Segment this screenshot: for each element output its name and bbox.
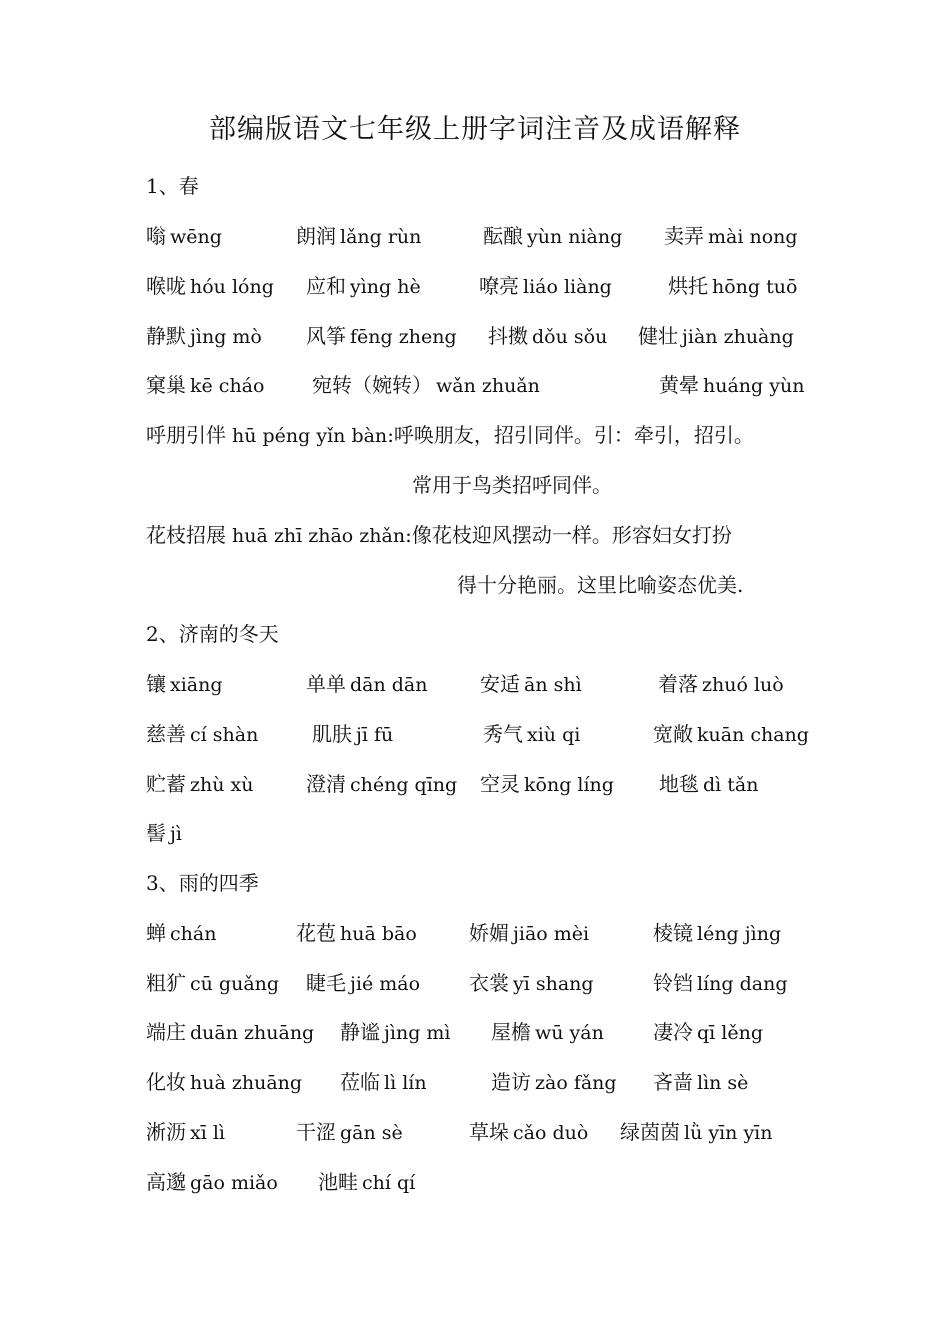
vocab-word: 衣裳 xyxy=(469,971,509,995)
vocab-pinyin: chéng qīng xyxy=(350,774,458,796)
vocab-pinyin: qī lěng xyxy=(697,1022,763,1044)
vocab-word: 镶 xyxy=(146,672,166,696)
vocab-pinyin: hōng tuō xyxy=(712,276,798,298)
vocab-entry xyxy=(312,720,393,749)
vocab-entry xyxy=(146,819,182,848)
vocab-entry xyxy=(659,371,804,400)
vocab-pinyin: cí shàn xyxy=(190,724,259,746)
idiom-meaning-continued: 常用于鸟类招呼同伴。 xyxy=(412,473,612,497)
vocab-entry xyxy=(491,1068,617,1097)
vocab-word: 宛转（婉转） xyxy=(312,373,432,397)
vocab-pinyin: chí qí xyxy=(362,1172,416,1194)
vocab-entry xyxy=(668,272,797,301)
vocab-word: 莅临 xyxy=(340,1070,380,1094)
vocab-pinyin: yī shang xyxy=(513,973,594,995)
vocab-entry xyxy=(479,272,612,301)
vocab-word: 棱镜 xyxy=(653,921,693,945)
vocab-entry xyxy=(146,371,264,400)
vocab-entry xyxy=(146,670,223,699)
vocab-pinyin: dì tǎn xyxy=(703,774,759,796)
vocab-word: 凄冷 xyxy=(653,1020,693,1044)
vocab-word: 蝉 xyxy=(146,921,166,945)
vocab-entry xyxy=(306,322,457,351)
vocab-pinyin: léng jìng xyxy=(697,923,782,945)
vocab-entry xyxy=(653,1068,748,1097)
vocab-pinyin: lǜ yīn yīn xyxy=(684,1122,773,1144)
vocab-pinyin: jiàn zhuàng xyxy=(682,326,794,348)
vocab-word: 抖擞 xyxy=(488,324,528,348)
idiom-pinyin: huā zhī zhāo zhǎn xyxy=(232,525,406,547)
vocab-entry xyxy=(146,222,222,251)
vocab-word: 澄清 xyxy=(306,772,346,796)
vocab-entry xyxy=(659,770,758,799)
vocab-pinyin: xī lì xyxy=(190,1122,225,1144)
vocab-pinyin: wēng xyxy=(170,226,222,248)
vocab-word: 嗡 xyxy=(146,224,166,248)
vocab-word: 髻 xyxy=(146,821,166,845)
vocab-pinyin: liáo liàng xyxy=(523,276,612,298)
vocab-word: 安适 xyxy=(480,672,520,696)
section-heading: 1、春 xyxy=(146,174,199,198)
vocab-entry xyxy=(653,720,809,749)
vocab-entry xyxy=(306,670,428,699)
idiom-pinyin: hū péng yǐn bàn xyxy=(232,425,388,447)
vocab-word: 风筝 xyxy=(306,324,346,348)
vocab-word: 绿茵茵 xyxy=(620,1120,680,1144)
vocab-word: 高邈 xyxy=(146,1170,186,1194)
vocab-pinyin: jì xyxy=(170,823,182,845)
vocab-word: 草垛 xyxy=(469,1120,509,1144)
vocab-entry xyxy=(312,371,540,400)
vocab-entry xyxy=(340,1018,451,1047)
vocab-pinyin: gāo miǎo xyxy=(190,1172,278,1194)
vocab-word: 卖弄 xyxy=(664,224,704,248)
vocab-pinyin: fēng zheng xyxy=(350,326,457,348)
vocab-word: 慈善 xyxy=(146,722,186,746)
vocab-word: 屋檐 xyxy=(491,1020,531,1044)
vocab-entry xyxy=(480,670,582,699)
vocab-entry xyxy=(469,1118,588,1147)
vocab-entry xyxy=(306,770,457,799)
vocab-entry xyxy=(146,770,253,799)
vocab-pinyin: huáng yùn xyxy=(703,375,805,397)
idiom-word: 花枝招展 xyxy=(146,523,226,547)
vocab-pinyin: jìng mì xyxy=(384,1022,451,1044)
vocab-word: 宽敞 xyxy=(653,722,693,746)
vocab-pinyin: kē cháo xyxy=(190,375,265,397)
vocab-pinyin: dān dān xyxy=(350,674,428,696)
vocab-pinyin: zào fǎng xyxy=(535,1072,617,1094)
section-heading: 3、雨的四季 xyxy=(146,871,259,895)
vocab-pinyin: xiù qi xyxy=(527,724,581,746)
vocab-pinyin: yìng hè xyxy=(350,276,421,298)
vocab-entry xyxy=(296,1118,403,1147)
vocab-entry xyxy=(296,222,421,251)
vocab-word: 淅沥 xyxy=(146,1120,186,1144)
vocab-pinyin: huā bāo xyxy=(340,923,417,945)
idiom-meaning: :像花枝迎风摆动一样。形容妇女打扮 xyxy=(405,523,732,547)
vocab-word: 粗犷 xyxy=(146,971,186,995)
vocab-word: 窠巢 xyxy=(146,373,186,397)
vocab-entry xyxy=(469,969,594,998)
vocab-entry xyxy=(306,969,420,998)
vocab-entry xyxy=(146,1068,302,1097)
vocab-word: 单单 xyxy=(306,672,346,696)
vocab-entry xyxy=(146,1168,278,1197)
vocab-entry xyxy=(488,322,607,351)
vocab-word: 端庄 xyxy=(146,1020,186,1044)
vocab-entry xyxy=(146,720,258,749)
vocab-word: 干涩 xyxy=(296,1120,336,1144)
vocab-pinyin: chán xyxy=(170,923,217,945)
vocab-pinyin: gān sè xyxy=(340,1122,403,1144)
vocab-word: 娇媚 xyxy=(469,921,509,945)
vocab-entry xyxy=(146,969,279,998)
vocab-entry xyxy=(469,919,589,948)
vocab-entry xyxy=(146,919,216,948)
vocab-word: 嘹亮 xyxy=(479,274,519,298)
vocab-pinyin: kōng líng xyxy=(524,774,614,796)
vocab-entry xyxy=(483,720,580,749)
vocab-pinyin: jī fū xyxy=(356,724,394,746)
vocab-word: 造访 xyxy=(491,1070,531,1094)
vocab-entry xyxy=(653,919,781,948)
vocab-pinyin: xiāng xyxy=(170,674,223,696)
vocab-pinyin: jìng mò xyxy=(190,326,262,348)
vocab-entry xyxy=(306,272,421,301)
vocab-word: 酝酿 xyxy=(483,224,523,248)
vocab-word: 化妆 xyxy=(146,1070,186,1094)
vocab-pinyin: mài nong xyxy=(708,226,798,248)
vocab-word: 静谧 xyxy=(340,1020,380,1044)
vocab-pinyin: cǎo duò xyxy=(513,1122,589,1144)
vocab-entry xyxy=(318,1168,415,1197)
vocab-word: 空灵 xyxy=(480,772,520,796)
vocab-word: 秀气 xyxy=(483,722,523,746)
vocab-entry xyxy=(146,1118,225,1147)
vocab-pinyin: yùn niàng xyxy=(527,226,623,248)
vocab-word: 铃铛 xyxy=(653,971,693,995)
page-title: 部编版语文七年级上册字词注音及成语解释 xyxy=(209,114,741,145)
vocab-word: 睫毛 xyxy=(306,971,346,995)
vocab-word: 贮蓄 xyxy=(146,772,186,796)
vocab-word: 朗润 xyxy=(296,224,336,248)
vocab-pinyin: lǎng rùn xyxy=(340,226,422,248)
vocab-word: 地毯 xyxy=(659,772,699,796)
vocab-pinyin: líng dang xyxy=(697,973,788,995)
vocab-entry xyxy=(146,272,274,301)
vocab-pinyin: ān shì xyxy=(524,674,582,696)
vocab-entry xyxy=(653,1018,763,1047)
vocab-word: 肌肤 xyxy=(312,722,352,746)
vocab-entry xyxy=(638,322,794,351)
vocab-pinyin: lì lín xyxy=(384,1072,427,1094)
vocab-entry xyxy=(620,1118,773,1147)
vocab-entry xyxy=(653,969,787,998)
vocab-word: 花苞 xyxy=(296,921,336,945)
vocab-pinyin: hóu lóng xyxy=(190,276,274,298)
vocab-entry xyxy=(340,1068,427,1097)
idiom-meaning-continued: 得十分艳丽。这里比喻姿态优美. xyxy=(457,573,744,597)
vocab-pinyin: jiāo mèi xyxy=(513,923,590,945)
vocab-pinyin: wǎn zhuǎn xyxy=(436,375,540,397)
vocab-entry xyxy=(480,770,614,799)
vocab-entry xyxy=(146,322,262,351)
vocab-entry xyxy=(664,222,798,251)
vocab-pinyin: lìn sè xyxy=(697,1072,749,1094)
vocab-word: 吝啬 xyxy=(653,1070,693,1094)
idiom-entry xyxy=(146,421,754,450)
section-heading: 2、济南的冬天 xyxy=(146,622,279,646)
vocab-pinyin: kuān chang xyxy=(697,724,809,746)
vocab-entry xyxy=(491,1018,604,1047)
idiom-meaning: :呼唤朋友，招引同伴。引：牵引，招引。 xyxy=(387,423,754,447)
vocab-word: 黄晕 xyxy=(659,373,699,397)
vocab-pinyin: jié máo xyxy=(350,973,421,995)
vocab-word: 池畦 xyxy=(318,1170,358,1194)
idiom-entry xyxy=(146,521,732,550)
vocab-pinyin: zhù xù xyxy=(190,774,254,796)
vocab-entry xyxy=(658,670,784,699)
vocab-entry xyxy=(146,1018,314,1047)
vocab-entry xyxy=(296,919,417,948)
vocab-pinyin: wū yán xyxy=(535,1022,604,1044)
vocab-pinyin: huà zhuāng xyxy=(190,1072,303,1094)
vocab-pinyin: duān zhuāng xyxy=(190,1022,315,1044)
vocab-word: 健壮 xyxy=(638,324,678,348)
vocab-entry xyxy=(483,222,622,251)
idiom-word: 呼朋引伴 xyxy=(146,423,226,447)
vocab-word: 喉咙 xyxy=(146,274,186,298)
vocab-word: 着落 xyxy=(658,672,698,696)
vocab-pinyin: dǒu sǒu xyxy=(532,326,608,348)
vocab-word: 应和 xyxy=(306,274,346,298)
vocab-pinyin: cū guǎng xyxy=(190,973,280,995)
vocab-word: 静默 xyxy=(146,324,186,348)
vocab-pinyin: zhuó luò xyxy=(702,674,784,696)
vocab-word: 烘托 xyxy=(668,274,708,298)
